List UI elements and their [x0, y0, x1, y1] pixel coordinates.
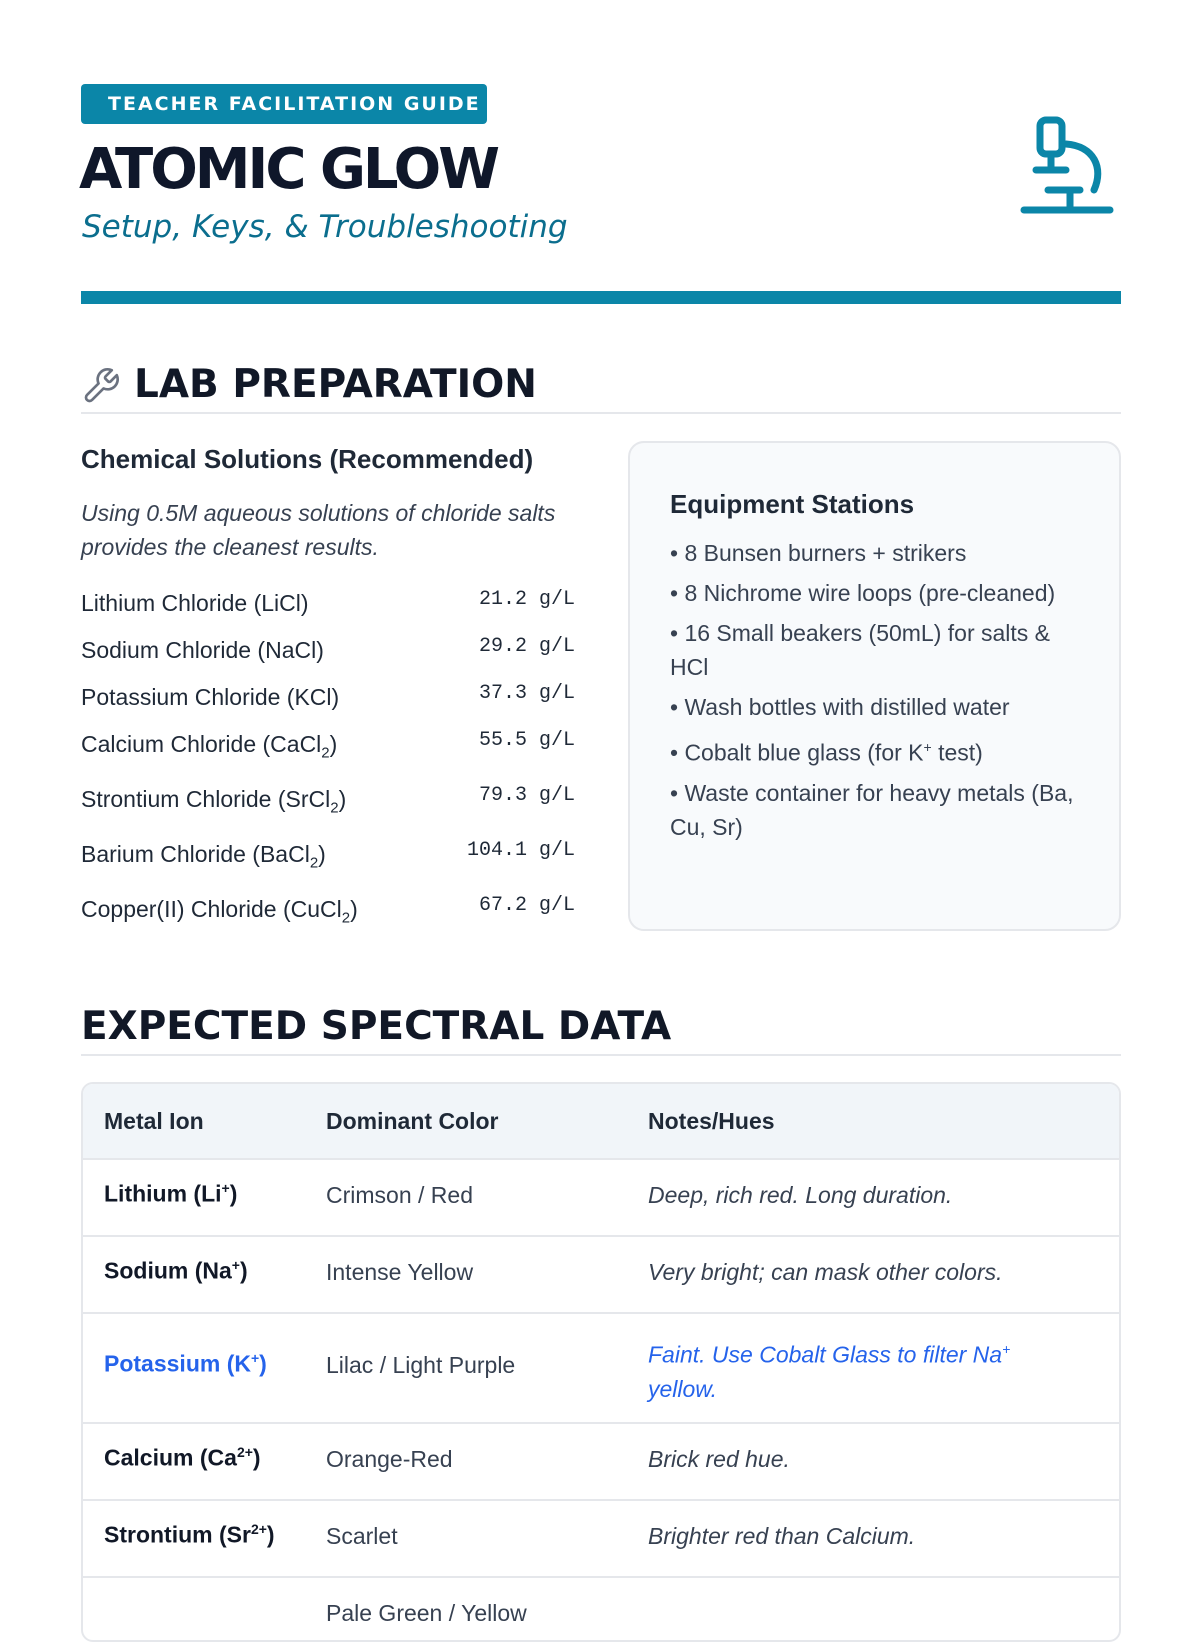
- metal-ion-cell: Lithium (Li+): [104, 1180, 238, 1207]
- chemical-name: Barium Chloride (BaCl$_2$): [81, 841, 326, 872]
- column-header-dominant-color: Dominant Color: [326, 1108, 499, 1134]
- list-item: [81, 678, 575, 725]
- chemical-concentration: 104.1 g/L: [466, 839, 575, 862]
- metal-ion-cell: Potassium (K+): [104, 1350, 267, 1377]
- equipment-stations-card: [628, 441, 1121, 931]
- table-row: [83, 1237, 1119, 1314]
- chemical-name: Calcium Chloride (CaCl$_2$): [81, 731, 338, 762]
- table-row: [83, 1578, 1119, 1642]
- list-item: • Waste container for heavy metals (Ba, Cu, Sr): [670, 779, 1074, 840]
- dominant-color-cell: Pale Green / Yellow: [326, 1600, 527, 1626]
- metal-ion-cell: Strontium $(Sr^{2+})$: [104, 1521, 275, 1548]
- header-divider: [81, 291, 1121, 304]
- chemical-name: Potassium Chloride (KCl): [81, 684, 340, 710]
- dominant-color-cell: Scarlet: [326, 1523, 398, 1549]
- table-row: [83, 1160, 1119, 1237]
- equipment-stations-title: Equipment Stations: [670, 489, 915, 519]
- guide-badge: TEACHER FACILITATION GUIDE: [81, 84, 487, 124]
- section-expected-spectral-data: [81, 1002, 1121, 1056]
- chemical-concentration: 67.2 g/L: [478, 894, 575, 917]
- section-lab-preparation: [81, 360, 1121, 414]
- list-item: [81, 780, 575, 835]
- page-title: ATOMIC GLOW: [79, 137, 497, 202]
- notes-cell: Brighter red than Calcium.: [648, 1523, 916, 1549]
- chemical-concentration: 29.2 g/L: [478, 635, 575, 658]
- list-item: [81, 584, 575, 631]
- wrench-icon: [81, 366, 121, 406]
- page-subtitle: Setup, Keys, & Troubleshooting: [82, 209, 568, 245]
- list-item: [81, 725, 575, 780]
- chemical-name: Strontium Chloride (SrCl$_2$): [81, 786, 347, 817]
- list-item: • 16 Small beakers (50mL) for salts & HCl: [670, 620, 1051, 680]
- table-row: [83, 1314, 1119, 1424]
- list-item: • 8 Nichrome wire loops (pre-cleaned): [670, 580, 1056, 606]
- chemical-name: Copper(II) Chloride (CuCl$_2$): [81, 896, 358, 927]
- list-item: • Cobalt blue glass (for K+ test): [670, 739, 983, 766]
- chemical-concentration: 21.2 g/L: [478, 588, 575, 611]
- column-header-notes: Notes/Hues: [648, 1108, 775, 1134]
- list-item: • Wash bottles with distilled water: [670, 694, 1010, 720]
- chemical-concentration: 55.5 g/L: [478, 729, 575, 752]
- chemical-name: Lithium Chloride (LiCl): [81, 590, 309, 616]
- spectral-data-table: [81, 1082, 1121, 1642]
- metal-ion-cell: Calcium $(Ca^{2+})$: [104, 1444, 261, 1471]
- metal-ion-cell: Sodium (Na+): [104, 1257, 248, 1284]
- column-header-metal-ion: Metal Ion: [104, 1108, 204, 1134]
- chemical-list: [81, 584, 575, 945]
- chemical-concentration: 37.3 g/L: [478, 682, 575, 705]
- section-title: LAB PREPARATION: [134, 362, 537, 407]
- dominant-color-cell: Intense Yellow: [326, 1259, 474, 1285]
- notes-cell: Brick red hue.: [648, 1446, 790, 1472]
- chemical-concentration: 79.3 g/L: [478, 784, 575, 807]
- chemical-name: Sodium Chloride (NaCl): [81, 637, 324, 663]
- list-item: • 8 Bunsen burners + strikers: [670, 540, 967, 566]
- chemical-solutions-note: Using 0.5M aqueous solutions of chloride salts provides the cleanest results.: [81, 500, 556, 560]
- microscope-icon: [1018, 112, 1116, 218]
- dominant-color-cell: Crimson / Red: [326, 1182, 473, 1208]
- list-item: [81, 890, 575, 945]
- notes-cell: Very bright; can mask other colors.: [648, 1259, 1003, 1285]
- chemical-solutions-title: Chemical Solutions (Recommended): [81, 444, 534, 474]
- list-item: [81, 835, 575, 890]
- table-header-row: [83, 1084, 1119, 1160]
- notes-cell: Deep, rich red. Long duration.: [648, 1182, 953, 1208]
- dominant-color-cell: Lilac / Light Purple: [326, 1352, 516, 1378]
- table-row: [83, 1501, 1119, 1578]
- table-row: [83, 1424, 1119, 1501]
- section-title: EXPECTED SPECTRAL DATA: [81, 1004, 672, 1049]
- notes-cell: Faint. Use Cobalt Glass to filter Na+ yellow.: [648, 1341, 1011, 1402]
- dominant-color-cell: Orange-Red: [326, 1446, 453, 1472]
- list-item: [81, 631, 575, 678]
